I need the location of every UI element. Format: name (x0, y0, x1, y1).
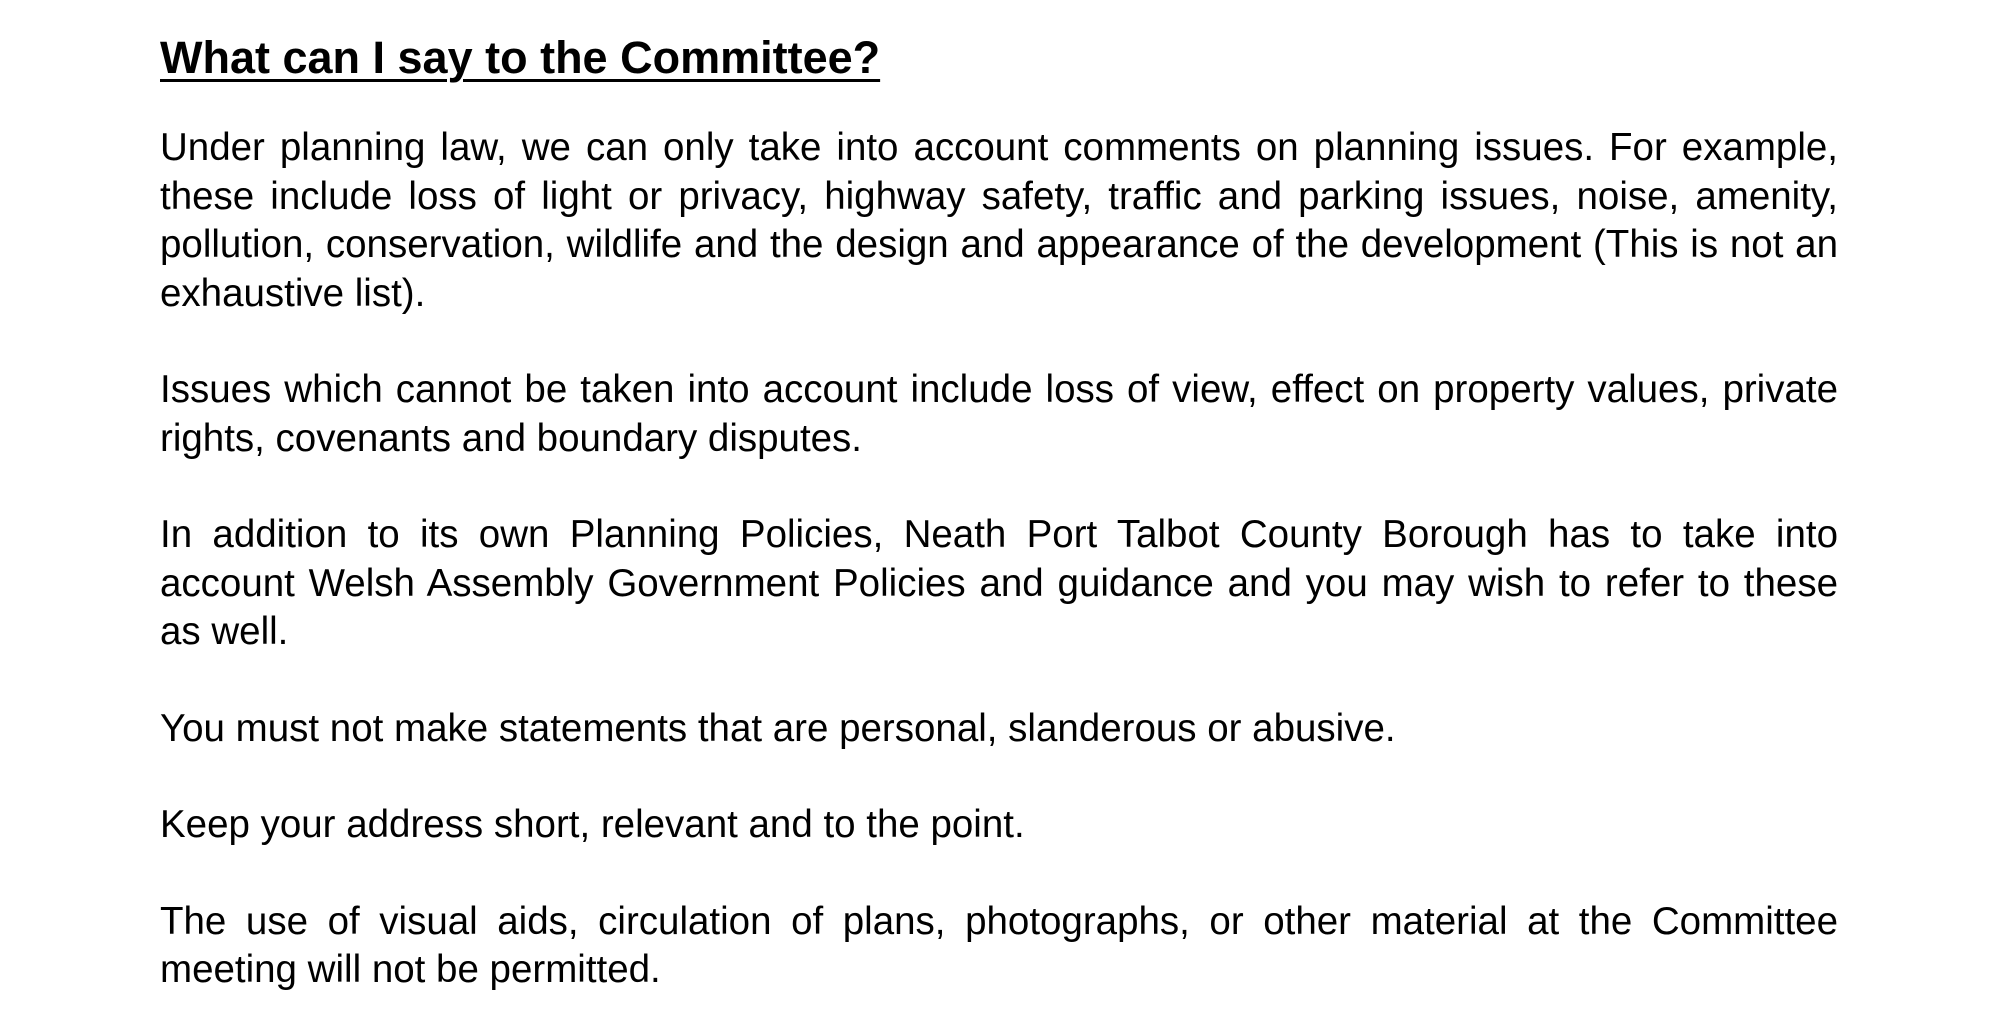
paragraph-policies: In addition to its own Planning Policies, Neath Port Talbot County Borough has to take into account Welsh Assembly Government Policies and guidance and you may wish to refer to these as well. (160, 513, 1838, 653)
paragraph-conduct: You must not make statements that are personal, slanderous or abusive. (160, 706, 1396, 750)
paragraph-visual-aids: The use of visual aids, circulation of plans, photographs, or other material at the Committee meeting will not be permitted. (160, 899, 1838, 991)
paragraph-brevity: Keep your address short, relevant and to the point. (160, 803, 1025, 846)
document-page (160, 28, 1838, 995)
paragraph-planning-issues: Under planning law, we can only take into account comments on planning issues. For example, these include loss of light or privacy, highway safety, traffic and parking issues, noise, amenity, pollution, conservation, wildlife and the design and appearance of the development (This is not an exhaustive list). (160, 126, 1838, 315)
paragraph-excluded-issues: Issues which cannot be taken into account include loss of view, effect on property values, private rights, covenants and boundary disputes. (160, 368, 1838, 460)
page-title: What can I say to the Committee? (160, 32, 881, 83)
